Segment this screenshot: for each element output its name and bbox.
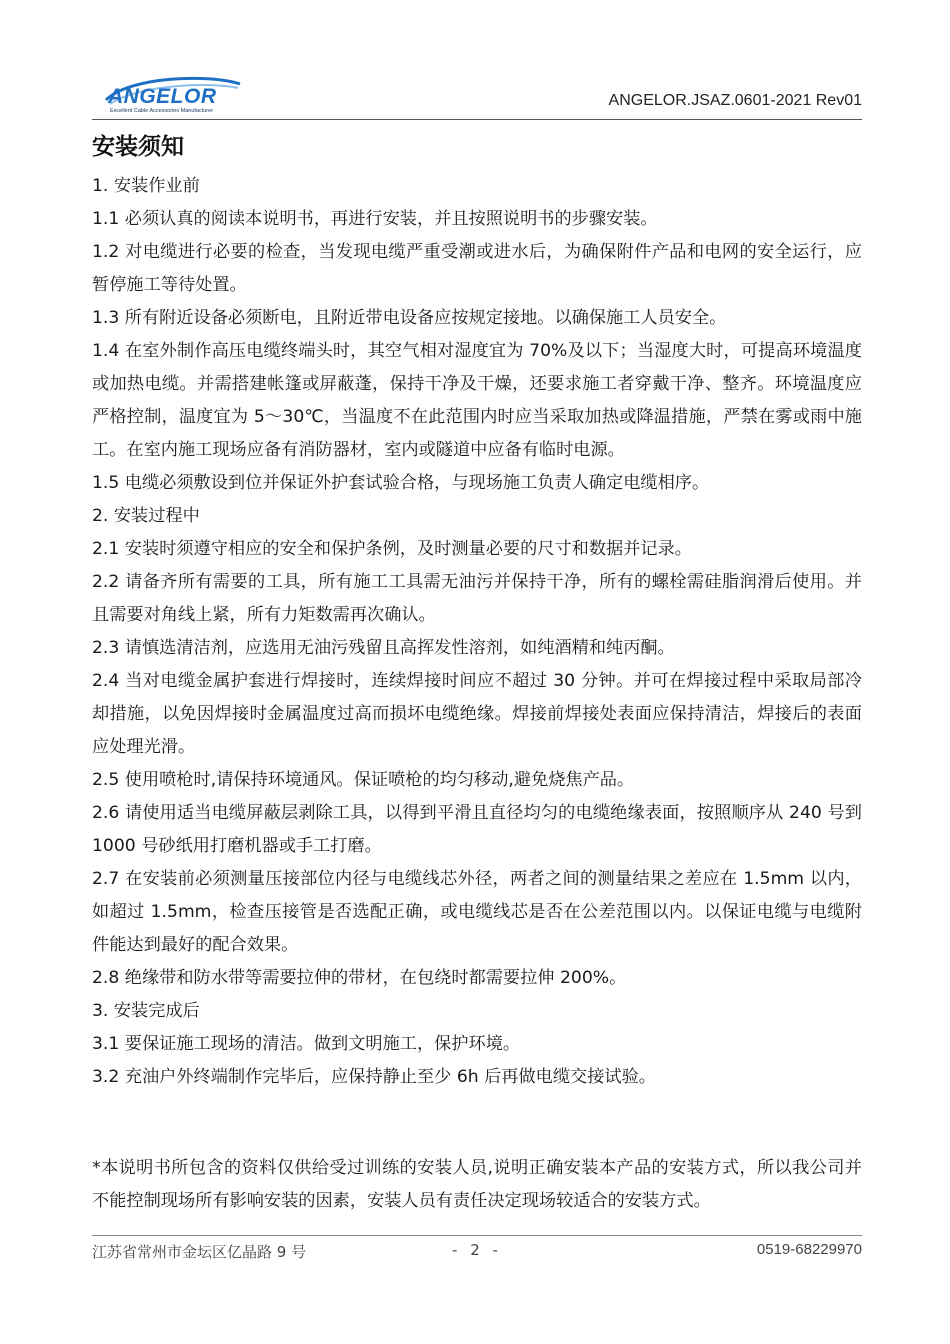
- section-before-installation: [92, 170, 862, 500]
- disclaimer-note: *本说明书所包含的资料仅供给受过训练的安装人员,说明正确安装本产品的安装方式，所以我公司并不能控制现场所有影响安装的因素，安装人员有责任决定现场较适合的安装方式。: [92, 1158, 862, 1211]
- header-divider: [92, 119, 862, 120]
- section-during-installation: [92, 500, 862, 995]
- section-heading: 1. 安装作业前: [92, 176, 200, 196]
- instruction-item: 2.5 使用喷枪时,请保持环境通风。保证喷枪的均匀移动,避免烧焦产品。: [92, 770, 635, 790]
- section-heading: 2. 安装过程中: [92, 506, 200, 526]
- section-after-installation: [92, 995, 862, 1094]
- instruction-item: 2.6 请使用适当电缆屏蔽层剥除工具，以得到平滑且直径均匀的电缆绝缘表面，按照顺序从 240 号到 1000 号砂纸用打磨机器或手工打磨。: [92, 803, 862, 856]
- instruction-item: 3.1 要保证施工现场的清洁。做到文明施工，保护环境。: [92, 1034, 521, 1054]
- page-header: [92, 70, 862, 116]
- company-address: 江苏省常州市金坛区亿晶路 9 号: [92, 1243, 307, 1261]
- company-phone: 0519-68229970: [756, 1241, 862, 1258]
- angelor-logo: [100, 74, 250, 114]
- instruction-item: 2.7 在安装前必须测量压接部位内径与电缆线芯外径，两者之间的测量结果之差应在 1.5mm 以内，如超过 1.5mm，检查压接管是否选配正确，或电缆线芯是否在公差范围以内。以保证电缆与电缆附件能达到最好的配合效果。: [92, 869, 862, 955]
- instruction-item: 2.4 当对电缆金属护套进行焊接时，连续焊接时间应不超过 30 分钟。并可在焊接过程中采取局部冷却措施，以免因焊接时金属温度过高而损坏电缆绝缘。焊接前焊接处表面应保持清洁，焊接后的表面应处理光滑。: [92, 671, 862, 757]
- footer-divider: [92, 1235, 862, 1236]
- document-code: ANGELOR.JSAZ.0601-2021 Rev01: [608, 92, 862, 109]
- instruction-item: 2.3 请慎选清洁剂，应选用无油污残留且高挥发性溶剂，如纯酒精和纯丙酮。: [92, 638, 675, 658]
- instruction-item: 3.2 充油户外终端制作完毕后，应保持静止至少 6h 后再做电缆交接试验。: [92, 1067, 656, 1087]
- svg-text:ANGELOR: ANGELOR: [108, 85, 217, 108]
- section-heading: 3. 安装完成后: [92, 1001, 200, 1021]
- logo-graphic: [100, 74, 250, 114]
- instruction-item: 1.2 对电缆进行必要的检查，当发现电缆严重受潮或进水后，为确保附件产品和电网的安全运行，应暂停施工等待处置。: [92, 242, 862, 295]
- page-number: - 2 -: [452, 1241, 502, 1259]
- instruction-item: 1.4 在室外制作高压电缆终端头时，其空气相对湿度宜为 70%及以下；当湿度大时，可提高环境温度或加热电缆。并需搭建帐篷或屏蔽蓬，保持干净及干燥，还要求施工者穿戴干净、整齐。环境温度应严格控制，温度宜为 5～30℃，当温度不在此范围内时应当采取加热或降温措施，严禁在雾或雨中施工。在室内施工现场应备有消防器材，室内或隧道中应备有临时电源。: [92, 341, 862, 460]
- instruction-item: 2.2 请备齐所有需要的工具，所有施工工具需无油污并保持干净，所有的螺栓需硅脂润滑后使用。并且需要对角线上紧，所有力矩数需再次确认。: [92, 572, 862, 625]
- instruction-item: 2.8 绝缘带和防水带等需要拉伸的带材，在包绕时都需要拉伸 200%。: [92, 968, 627, 988]
- instruction-item: 2.1 安装时须遵守相应的安全和保护条例，及时测量必要的尺寸和数据并记录。: [92, 539, 692, 559]
- instruction-item: 1.3 所有附近设备必须断电，且附近带电设备应按规定接地。以确保施工人员安全。: [92, 308, 727, 328]
- svg-text:Excellent Cable Accessories Ma: Excellent Cable Accessories Manufacturer: [110, 108, 214, 114]
- page-footer: [92, 1241, 862, 1263]
- instruction-item: 1.1 必须认真的阅读本说明书，再进行安装，并且按照说明书的步骤安装。: [92, 209, 658, 229]
- page-title: 安装须知: [92, 134, 184, 160]
- instruction-item: 1.5 电缆必须敷设到位并保证外护套试验合格，与现场施工负责人确定电缆相序。: [92, 473, 710, 493]
- instructions-body: [92, 170, 862, 1094]
